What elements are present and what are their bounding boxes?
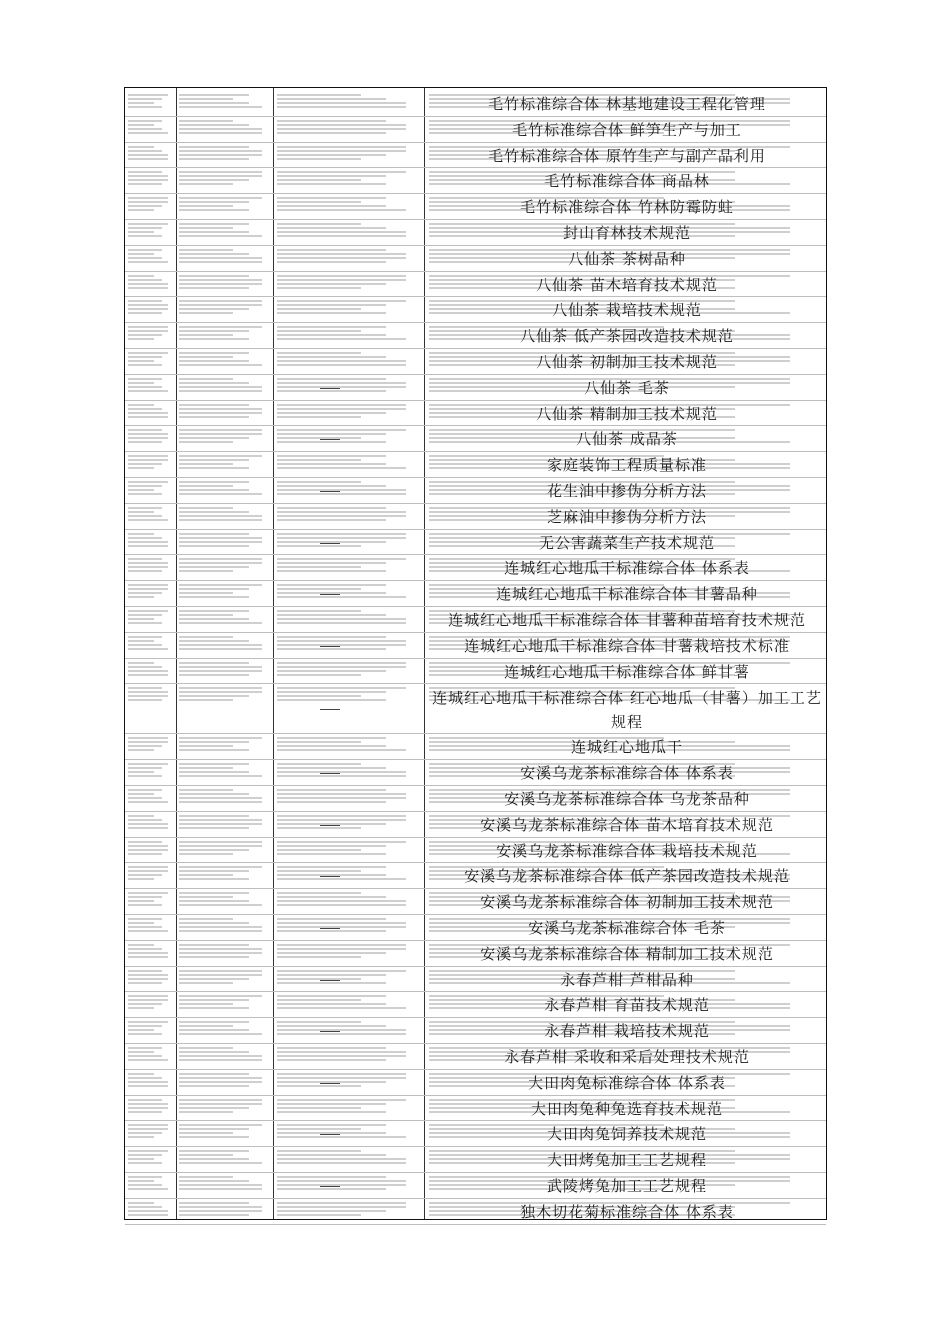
faded-cell-text bbox=[128, 864, 172, 884]
standard-title: 八仙茶 低产茶园改造技术规范 bbox=[520, 327, 734, 346]
row-divider bbox=[125, 554, 826, 555]
faded-cell-text bbox=[277, 634, 417, 654]
faded-cell-text bbox=[179, 531, 269, 551]
faded-cell-text bbox=[277, 761, 417, 781]
faded-cell-text bbox=[128, 1045, 172, 1065]
standard-title: 八仙茶 茶树品种 bbox=[568, 249, 686, 268]
faded-cell-text bbox=[179, 968, 269, 988]
faded-cell-text bbox=[179, 1071, 269, 1091]
faded-cell-text bbox=[179, 1174, 269, 1194]
faded-cell-text bbox=[128, 376, 172, 396]
row-divider bbox=[125, 142, 826, 143]
dash-mark bbox=[320, 773, 340, 774]
standard-title: 安溪乌龙茶标准综合体 精制加工技术规范 bbox=[480, 944, 774, 963]
faded-cell-text bbox=[128, 169, 172, 189]
faded-cell-text bbox=[128, 735, 172, 755]
dash-mark bbox=[320, 928, 340, 929]
row-divider bbox=[125, 862, 826, 863]
faded-cell-text bbox=[179, 376, 269, 396]
faded-cell-text bbox=[277, 890, 417, 910]
faded-cell-text bbox=[277, 1071, 417, 1091]
faded-cell-text bbox=[277, 1122, 417, 1142]
faded-cell-text bbox=[179, 221, 269, 241]
faded-cell-text bbox=[128, 556, 172, 576]
faded-cell-text bbox=[277, 942, 417, 962]
faded-cell-text bbox=[179, 1097, 269, 1117]
faded-cell-text bbox=[128, 634, 172, 654]
faded-cell-text bbox=[277, 273, 417, 293]
standard-title: 八仙茶 毛茶 bbox=[584, 378, 670, 397]
row-divider bbox=[125, 219, 826, 220]
standard-title: 安溪乌龙茶标准综合体 乌龙茶品种 bbox=[504, 790, 750, 808]
faded-cell-text bbox=[128, 1200, 172, 1220]
row-divider bbox=[125, 837, 826, 838]
faded-cell-text bbox=[277, 1045, 417, 1065]
standard-title: 大田肉兔饲养技术规范 bbox=[546, 1125, 707, 1144]
row-divider bbox=[125, 374, 826, 375]
faded-cell-text bbox=[128, 608, 172, 628]
row-divider bbox=[125, 167, 826, 168]
row-divider bbox=[125, 1017, 826, 1018]
faded-cell-text bbox=[179, 479, 269, 499]
faded-cell-text bbox=[128, 273, 172, 293]
standard-title: 连城红心地瓜干标准综合体 甘薯栽培技术标准 bbox=[464, 636, 790, 655]
dash-mark bbox=[320, 1083, 340, 1084]
faded-cell-text bbox=[128, 890, 172, 910]
standard-title: 大田肉兔标准综合体 体系表 bbox=[528, 1073, 726, 1092]
row-divider bbox=[125, 400, 826, 401]
faded-cell-text bbox=[179, 634, 269, 654]
faded-cell-text bbox=[179, 993, 269, 1013]
standard-title: 永春芦柑 芦柑品种 bbox=[560, 970, 694, 989]
faded-cell-text bbox=[128, 92, 172, 112]
faded-cell-text bbox=[179, 942, 269, 962]
standard-title: 毛竹标准综合体 鲜笋生产与加工 bbox=[512, 120, 742, 139]
row-divider bbox=[125, 1224, 826, 1225]
row-divider bbox=[125, 1095, 826, 1096]
faded-cell-text bbox=[277, 298, 417, 318]
faded-cell-text bbox=[179, 582, 269, 602]
faded-cell-text bbox=[179, 273, 269, 293]
faded-cell-text bbox=[277, 556, 417, 576]
faded-cell-text bbox=[179, 1045, 269, 1065]
standard-title: 安溪乌龙茶标准综合体 苗木培育技术规范 bbox=[480, 815, 774, 834]
faded-cell-text bbox=[128, 221, 172, 241]
dash-mark bbox=[320, 876, 340, 877]
faded-cell-text bbox=[277, 660, 417, 680]
faded-cell-text bbox=[277, 118, 417, 138]
faded-cell-text bbox=[179, 890, 269, 910]
faded-cell-text bbox=[179, 1122, 269, 1142]
faded-cell-text bbox=[179, 1019, 269, 1039]
faded-cell-text bbox=[128, 479, 172, 499]
row-divider bbox=[125, 966, 826, 967]
faded-cell-text bbox=[128, 1122, 172, 1142]
standard-title: 芝麻油中掺伪分析方法 bbox=[546, 507, 707, 526]
standard-title: 八仙茶 初制加工技术规范 bbox=[536, 353, 718, 371]
faded-cell-text bbox=[179, 916, 269, 936]
faded-cell-text bbox=[277, 144, 417, 164]
faded-cell-text bbox=[128, 505, 172, 525]
row-divider bbox=[125, 529, 826, 530]
faded-cell-text bbox=[277, 505, 417, 525]
faded-cell-text bbox=[179, 92, 269, 112]
faded-cell-text bbox=[277, 479, 417, 499]
faded-cell-text bbox=[128, 531, 172, 551]
faded-cell-text bbox=[277, 1019, 417, 1039]
faded-cell-text bbox=[179, 787, 269, 807]
faded-cell-text bbox=[179, 1148, 269, 1168]
row-divider bbox=[125, 1043, 826, 1044]
dash-mark bbox=[320, 825, 340, 826]
standard-title: 安溪乌龙茶标准综合体 毛茶 bbox=[528, 919, 726, 937]
standard-title: 家庭装饰工程质量标准 bbox=[546, 456, 707, 475]
standard-title: 毛竹标准综合体 原竹生产与副产品利用 bbox=[488, 146, 766, 165]
standard-title: 毛竹标准综合体 竹林防霉防蛀 bbox=[520, 198, 734, 217]
faded-cell-text bbox=[128, 968, 172, 988]
row-divider bbox=[125, 914, 826, 915]
row-divider bbox=[125, 580, 826, 581]
dash-mark bbox=[320, 980, 340, 981]
row-divider bbox=[125, 940, 826, 941]
faded-cell-text bbox=[277, 582, 417, 602]
faded-cell-text bbox=[179, 169, 269, 189]
faded-cell-text bbox=[179, 118, 269, 138]
row-divider bbox=[125, 606, 826, 607]
faded-cell-text bbox=[277, 916, 417, 936]
standard-title: 八仙茶 苗木培育技术规范 bbox=[536, 275, 718, 294]
faded-cell-text bbox=[128, 993, 172, 1013]
row-divider bbox=[125, 658, 826, 659]
row-divider bbox=[125, 425, 826, 426]
faded-cell-text bbox=[128, 942, 172, 962]
faded-cell-text bbox=[179, 298, 269, 318]
faded-cell-text bbox=[277, 324, 417, 344]
faded-cell-text bbox=[179, 453, 269, 473]
row-divider bbox=[125, 1172, 826, 1173]
faded-cell-text bbox=[128, 813, 172, 833]
faded-cell-text bbox=[277, 402, 417, 422]
column-divider bbox=[424, 88, 425, 1219]
faded-cell-text bbox=[179, 247, 269, 267]
faded-cell-text bbox=[277, 531, 417, 551]
row-divider bbox=[125, 785, 826, 786]
faded-cell-text bbox=[128, 660, 172, 680]
standard-title: 八仙茶 成品茶 bbox=[576, 430, 678, 449]
row-divider bbox=[125, 811, 826, 812]
standard-title: 永春芦柑 栽培技术规范 bbox=[544, 1022, 710, 1041]
faded-cell-text bbox=[277, 169, 417, 189]
faded-cell-text bbox=[128, 298, 172, 318]
standard-title: 大田肉兔种兔选育技术规范 bbox=[530, 1099, 723, 1118]
dash-mark bbox=[320, 594, 340, 595]
faded-cell-text bbox=[179, 144, 269, 164]
faded-cell-text bbox=[128, 427, 172, 447]
row-divider bbox=[125, 632, 826, 633]
row-divider bbox=[125, 296, 826, 297]
faded-cell-text bbox=[277, 427, 417, 447]
faded-cell-text bbox=[179, 608, 269, 628]
dash-mark bbox=[320, 1186, 340, 1187]
faded-cell-text bbox=[277, 735, 417, 755]
faded-cell-text bbox=[277, 813, 417, 833]
standard-title: 永春芦柑 采收和采后处理技术规范 bbox=[504, 1048, 750, 1066]
row-divider bbox=[125, 503, 826, 504]
standard-title: 独木切花菊标准综合体 体系表 bbox=[520, 1202, 734, 1221]
row-divider bbox=[125, 477, 826, 478]
faded-cell-text bbox=[277, 350, 417, 370]
row-divider bbox=[125, 888, 826, 889]
faded-cell-text bbox=[128, 118, 172, 138]
dash-mark bbox=[320, 1031, 340, 1032]
standard-title: 封山育林技术规范 bbox=[562, 224, 691, 242]
standard-title: 安溪乌龙茶标准综合体 初制加工技术规范 bbox=[480, 893, 774, 912]
faded-cell-text bbox=[179, 813, 269, 833]
faded-cell-text bbox=[128, 195, 172, 215]
faded-cell-text bbox=[179, 402, 269, 422]
faded-cell-text bbox=[179, 324, 269, 344]
faded-cell-text bbox=[179, 761, 269, 781]
column-divider bbox=[273, 88, 274, 1219]
faded-cell-text bbox=[179, 685, 269, 705]
column-divider bbox=[176, 88, 177, 1219]
faded-cell-text bbox=[277, 1148, 417, 1168]
faded-cell-text bbox=[277, 92, 417, 112]
standard-title: 连城红心地瓜干标准综合体 甘薯种苗培育技术规范 bbox=[448, 611, 806, 629]
row-divider bbox=[125, 322, 826, 323]
standard-title: 无公害蔬菜生产技术规范 bbox=[538, 533, 715, 552]
faded-cell-text bbox=[179, 427, 269, 447]
dash-mark bbox=[320, 491, 340, 492]
standard-title: 毛竹标准综合体 林基地建设工程化管理 bbox=[488, 95, 766, 113]
faded-cell-text bbox=[128, 839, 172, 859]
row-divider bbox=[125, 193, 826, 194]
standard-title: 花生油中掺伪分析方法 bbox=[546, 482, 707, 500]
standard-title: 连城红心地瓜干标准综合体 鲜甘薯 bbox=[504, 662, 750, 681]
faded-cell-text bbox=[128, 1174, 172, 1194]
faded-cell-text bbox=[128, 1148, 172, 1168]
faded-cell-text bbox=[179, 350, 269, 370]
row-divider bbox=[125, 1146, 826, 1147]
faded-cell-text bbox=[277, 685, 417, 705]
faded-cell-text bbox=[277, 453, 417, 473]
row-divider bbox=[125, 116, 826, 117]
faded-cell-text bbox=[179, 660, 269, 680]
dash-mark bbox=[320, 439, 340, 440]
dash-mark bbox=[320, 646, 340, 647]
faded-cell-text bbox=[128, 1097, 172, 1117]
faded-cell-text bbox=[128, 350, 172, 370]
faded-cell-text bbox=[128, 1071, 172, 1091]
standard-title: 连城红心地瓜干 bbox=[570, 738, 683, 757]
faded-cell-text bbox=[128, 453, 172, 473]
standard-title: 安溪乌龙茶标准综合体 体系表 bbox=[520, 764, 734, 783]
faded-cell-text bbox=[128, 324, 172, 344]
standard-title: 八仙茶 精制加工技术规范 bbox=[536, 404, 718, 423]
dash-mark bbox=[320, 388, 340, 389]
standard-title: 毛竹标准综合体 商品林 bbox=[544, 172, 710, 191]
faded-cell-text bbox=[179, 864, 269, 884]
faded-cell-text bbox=[128, 144, 172, 164]
faded-cell-text bbox=[128, 685, 172, 705]
faded-cell-text bbox=[277, 864, 417, 884]
faded-cell-text bbox=[179, 1200, 269, 1220]
faded-cell-text bbox=[277, 608, 417, 628]
faded-cell-text bbox=[277, 1097, 417, 1117]
row-divider bbox=[125, 991, 826, 992]
faded-cell-text bbox=[277, 1174, 417, 1194]
faded-cell-text bbox=[277, 221, 417, 241]
row-divider bbox=[125, 1120, 826, 1121]
faded-cell-text bbox=[179, 195, 269, 215]
standard-title: 永春芦柑 育苗技术规范 bbox=[544, 996, 710, 1015]
faded-cell-text bbox=[128, 247, 172, 267]
faded-cell-text bbox=[128, 1019, 172, 1039]
dash-mark bbox=[320, 1134, 340, 1135]
row-divider bbox=[125, 683, 826, 684]
faded-cell-text bbox=[128, 582, 172, 602]
standard-title: 八仙茶 栽培技术规范 bbox=[552, 301, 702, 320]
standard-title: 大田烤兔加工工艺规程 bbox=[546, 1151, 707, 1170]
faded-cell-text bbox=[277, 1200, 417, 1220]
faded-cell-text bbox=[179, 556, 269, 576]
row-divider bbox=[125, 271, 826, 272]
standard-title: 连城红心地瓜干标准综合体 甘薯品种 bbox=[496, 585, 758, 604]
faded-cell-text bbox=[128, 761, 172, 781]
faded-cell-text bbox=[277, 839, 417, 859]
standard-title: 连城红心地瓜干标准综合体 体系表 bbox=[504, 559, 750, 578]
faded-cell-text bbox=[179, 839, 269, 859]
row-divider bbox=[125, 1198, 826, 1199]
row-divider bbox=[125, 451, 826, 452]
standard-title: 安溪乌龙茶标准综合体 低产茶园改造技术规范 bbox=[464, 867, 790, 886]
row-divider bbox=[125, 1069, 826, 1070]
standard-title: 武陵烤兔加工工艺规程 bbox=[546, 1177, 707, 1195]
row-divider bbox=[125, 759, 826, 760]
faded-cell-text bbox=[128, 916, 172, 936]
faded-cell-text bbox=[128, 787, 172, 807]
row-divider bbox=[125, 348, 826, 349]
faded-cell-text bbox=[128, 402, 172, 422]
dash-mark bbox=[320, 543, 340, 544]
faded-cell-text bbox=[277, 195, 417, 215]
standard-title: 连城红心地瓜干标准综合体 红心地瓜（甘薯）加工工艺规程 bbox=[432, 689, 822, 732]
faded-cell-text bbox=[277, 787, 417, 807]
dash-mark bbox=[320, 709, 340, 710]
faded-cell-text bbox=[277, 993, 417, 1013]
faded-cell-text bbox=[277, 376, 417, 396]
faded-cell-text bbox=[277, 247, 417, 267]
faded-cell-text bbox=[179, 505, 269, 525]
faded-cell-text bbox=[277, 968, 417, 988]
standards-table bbox=[124, 87, 827, 1220]
standard-title: 安溪乌龙茶标准综合体 栽培技术规范 bbox=[496, 841, 758, 860]
faded-cell-text bbox=[179, 735, 269, 755]
row-divider bbox=[125, 245, 826, 246]
